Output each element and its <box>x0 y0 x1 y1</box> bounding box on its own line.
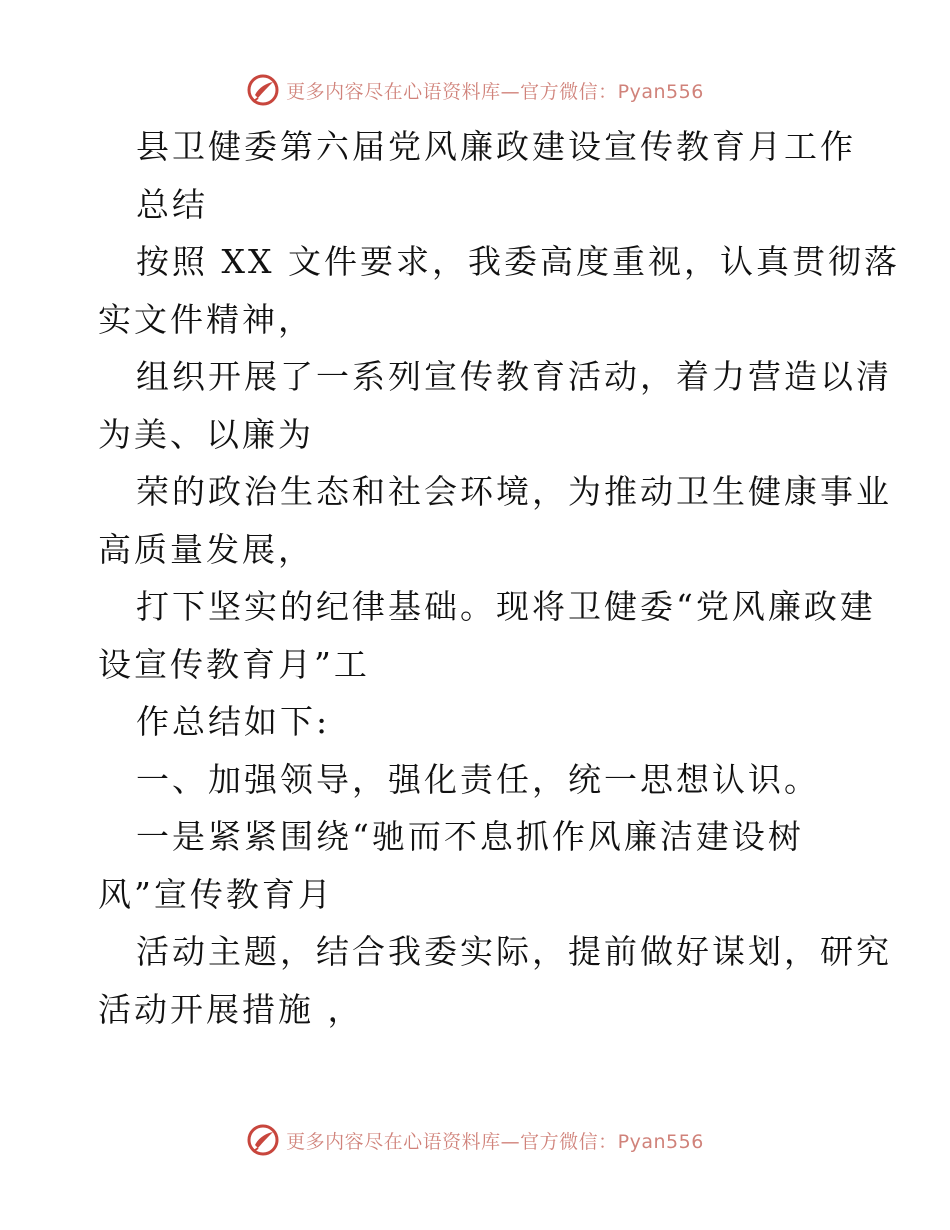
footer-watermark <box>0 1120 950 1160</box>
watermark-text: 更多内容尽在心语资料库—官方微信：Pyan556 <box>286 80 704 103</box>
document-body <box>98 118 900 1038</box>
watermark-text: 更多内容尽在心语资料库—官方微信：Pyan556 <box>286 1130 704 1153</box>
text-line: 县卫健委第六届党风廉政建设宣传教育月工作 <box>136 127 856 166</box>
watermark-logo-icon <box>246 1123 280 1157</box>
header-watermark <box>0 70 950 110</box>
watermark-logo-icon <box>246 73 280 107</box>
text-line: 荣的政治生态和社会环境，为推动卫生健康事业 <box>136 472 892 511</box>
text-line: 为美、以廉为 <box>98 414 314 454</box>
text-line: 活动主题，结合我委实际，提前做好谋划，研究 <box>136 932 892 971</box>
text-line: 活动开展措施 ， <box>98 989 364 1029</box>
text-line: 实文件精神， <box>98 299 314 339</box>
text-line: 作总结如下: <box>136 702 331 741</box>
text-line: 总结 <box>136 184 208 224</box>
text-line: 组织开展了一系列宣传教育活动，着力营造以清 <box>136 357 892 396</box>
text-line: 风”宣传教育月 <box>98 874 334 914</box>
text-line: 打下坚实的纪律基础。现将卫健委“党风廉政建 <box>136 587 876 626</box>
text-line: 设宣传教育月”工 <box>98 644 370 684</box>
text-line: 一是紧紧围绕“驰而不息抓作风廉洁建设树 <box>136 817 804 856</box>
text-line: 按照 XX 文件要求，我委高度重视，认真贯彻落 <box>136 242 900 281</box>
text-line: 高质量发展， <box>98 529 314 569</box>
text-line: 一、加强领导，强化责任，统一思想认识。 <box>136 759 820 799</box>
